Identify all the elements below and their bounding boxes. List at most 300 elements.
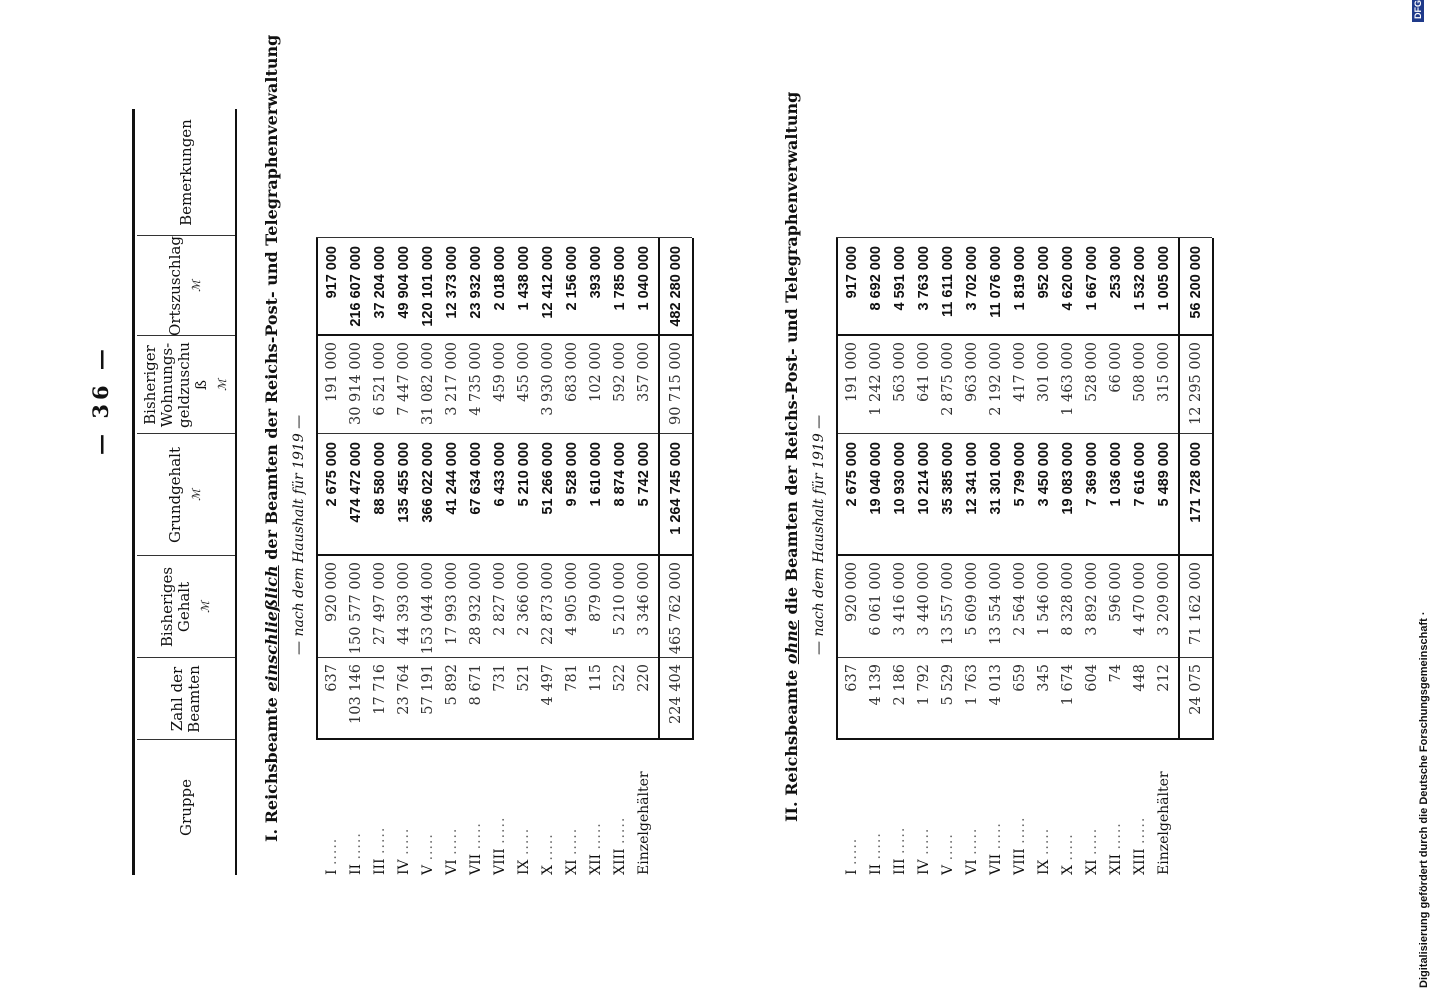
- zahl-cell: 23 764: [396, 664, 412, 715]
- column-rule: [316, 433, 692, 434]
- zahl-cell: 212: [1156, 664, 1172, 692]
- leader-dots: .....: [564, 827, 580, 856]
- group-cell: [320, 740, 344, 875]
- table-row: [440, 109, 464, 875]
- section2-table: [840, 109, 1240, 875]
- wohnungsgeldzuschuss-cell: 6 521 000: [372, 342, 388, 416]
- ortszuschlag-cell: 1 438 000: [516, 246, 532, 311]
- group-cell: [1152, 740, 1176, 875]
- total-wohnungsgeldzuschuss: 12 295 000: [1188, 342, 1204, 426]
- table-row: [1080, 109, 1104, 875]
- bisheriges-gehalt-cell: 3 346 000: [636, 562, 652, 636]
- zahl-cell: 637: [324, 664, 340, 692]
- grundgehalt-cell: 5 799 000: [1012, 442, 1028, 507]
- leader-dots: .....: [396, 827, 412, 855]
- zahl-cell: 1 792: [916, 664, 932, 706]
- wohnungsgeldzuschuss-cell: 357 000: [636, 342, 652, 402]
- table-row: [608, 109, 632, 875]
- leader-dots: .....: [420, 833, 436, 861]
- bisheriges-gehalt-cell: 1 546 000: [1036, 562, 1052, 636]
- table-row: [960, 109, 984, 875]
- table-row: [464, 109, 488, 875]
- grundgehalt-cell: 474 472 000: [348, 442, 364, 523]
- wohnungsgeldzuschuss-cell: 683 000: [564, 342, 580, 402]
- header-bottom-rule: [235, 109, 237, 875]
- grundgehalt-cell: 7 369 000: [1084, 442, 1100, 507]
- group-label: XIII: [612, 848, 628, 875]
- bisheriges-gehalt-cell: 3 892 000: [1084, 562, 1100, 636]
- table-row: [536, 109, 560, 875]
- leader-dots: .....: [1132, 816, 1148, 844]
- total-wohnungsgeldzuschuss: 90 715 000: [668, 342, 684, 426]
- ortszuschlag-cell: 3 763 000: [916, 246, 932, 311]
- grundgehalt-cell: 12 341 000: [964, 442, 980, 515]
- group-label: Einzelgehälter: [636, 771, 652, 875]
- ortszuschlag-cell: 1 005 000: [1156, 246, 1172, 311]
- group-cell: [488, 740, 512, 875]
- bisheriges-gehalt-cell: 2 564 000: [1012, 562, 1028, 636]
- zahl-cell: 2 186: [892, 664, 908, 706]
- ortszuschlag-cell: 23 932 000: [468, 246, 484, 319]
- group-label: VIII: [492, 848, 508, 875]
- ortszuschlag-cell: 393 000: [588, 246, 604, 299]
- bisheriges-gehalt-cell: 22 873 000: [540, 562, 556, 646]
- table-row: [1008, 109, 1032, 875]
- grundgehalt-cell: 5 489 000: [1156, 442, 1172, 507]
- grundgehalt-cell: 88 580 000: [372, 442, 388, 515]
- leader-dots: .....: [492, 816, 508, 844]
- table-row: [1128, 109, 1152, 875]
- zahl-cell: 4 139: [868, 664, 884, 706]
- group-cell: [512, 740, 536, 875]
- zahl-cell: 5 529: [940, 664, 956, 706]
- total-ortszuschlag: 56 200 000: [1188, 246, 1204, 319]
- group-cell: [632, 740, 656, 875]
- grundgehalt-cell: 10 930 000: [892, 442, 908, 515]
- wohnungsgeldzuschuss-cell: 30 914 000: [348, 342, 364, 426]
- header-top-rule: [132, 109, 135, 875]
- leader-dots: .....: [868, 832, 884, 860]
- wohnungsgeldzuschuss-cell: 528 000: [1084, 342, 1100, 402]
- table-row: [1056, 109, 1080, 875]
- leader-dots: .....: [588, 822, 604, 850]
- table-bottom-rule: [1212, 238, 1214, 740]
- ortszuschlag-cell: 37 204 000: [372, 246, 388, 319]
- zahl-cell: 220: [636, 664, 652, 692]
- group-label: I: [844, 869, 860, 875]
- grundgehalt-cell: 19 083 000: [1060, 442, 1076, 515]
- grundgehalt-cell: 7 616 000: [1132, 442, 1148, 507]
- table-row: [912, 109, 936, 875]
- leader-dots: .....: [892, 826, 908, 854]
- grundgehalt-cell: 10 214 000: [916, 442, 932, 515]
- ortszuschlag-cell: 917 000: [324, 246, 340, 299]
- group-cell: [840, 740, 864, 875]
- bisheriges-gehalt-cell: 3 440 000: [916, 562, 932, 636]
- leader-dots: .....: [468, 822, 484, 850]
- bisheriges-gehalt-cell: 3 209 000: [1156, 562, 1172, 636]
- group-cell: [888, 740, 912, 875]
- table-row: [488, 109, 512, 875]
- table-row: [584, 109, 608, 875]
- grundgehalt-cell: 8 874 000: [612, 442, 628, 507]
- ortszuschlag-cell: 1 819 000: [1012, 246, 1028, 311]
- header-zahl: [140, 658, 232, 740]
- table-row: [936, 109, 960, 875]
- wohnungsgeldzuschuss-cell: 508 000: [1132, 342, 1148, 402]
- bisheriges-gehalt-cell: 3 416 000: [892, 562, 908, 636]
- grundgehalt-cell: 51 266 000: [540, 442, 556, 515]
- zahl-cell: 659: [1012, 664, 1028, 692]
- group-label: XI: [1084, 859, 1100, 875]
- column-rule: [836, 433, 1212, 434]
- header-unit: ℳ: [190, 280, 203, 292]
- grundgehalt-cell: 31 301 000: [988, 442, 1004, 515]
- header-ortszuschlag-label: Ortszuschlag: [166, 236, 184, 336]
- total-row: [1184, 109, 1208, 875]
- table-row: [512, 109, 536, 875]
- group-cell: [1080, 740, 1104, 875]
- group-cell: [1008, 740, 1032, 875]
- table-top-rule: [316, 238, 318, 740]
- ortszuschlag-cell: 49 904 000: [396, 246, 412, 319]
- header-bisheriges-gehalt-label: Bisheriges Gehalt: [157, 566, 193, 648]
- group-cell: [960, 740, 984, 875]
- group-label: Einzelgehälter: [1156, 771, 1172, 875]
- table-row: [368, 109, 392, 875]
- bisheriges-gehalt-cell: 153 044 000: [420, 562, 436, 655]
- group-cell: [984, 740, 1008, 875]
- ortszuschlag-cell: 120 101 000: [420, 246, 436, 327]
- grundgehalt-cell: 67 634 000: [468, 442, 484, 515]
- leader-dots: .....: [940, 833, 956, 861]
- grundgehalt-cell: 41 244 000: [444, 442, 460, 515]
- total-row: [664, 109, 688, 875]
- wohnungsgeldzuschuss-cell: 1 242 000: [868, 342, 884, 416]
- wohnungsgeldzuschuss-cell: 2 192 000: [988, 342, 1004, 416]
- zahl-cell: 781: [564, 664, 580, 692]
- group-cell: [1128, 740, 1152, 875]
- sum-rule: [658, 238, 660, 740]
- zahl-cell: 731: [492, 664, 508, 692]
- zahl-cell: 4 497: [540, 664, 556, 706]
- header-zahl-label: Zahl der Beamten: [168, 665, 203, 733]
- leader-dots: .....: [1108, 822, 1124, 850]
- table-row: [864, 109, 888, 875]
- column-rule: [316, 657, 692, 658]
- group-label: IX: [1036, 859, 1052, 875]
- column-rule: [836, 657, 1212, 658]
- group-cell: [608, 740, 632, 875]
- table-row: [1152, 109, 1176, 875]
- bisheriges-gehalt-cell: 2 827 000: [492, 562, 508, 636]
- section1-title-emph: einschließlich: [262, 565, 281, 692]
- total-zahl: 24 075: [1188, 664, 1204, 715]
- header-wohnungsgeldzuschuss-label: Bisheriger Wohnungs-geldzuschuß: [140, 342, 210, 428]
- group-label: II: [868, 863, 884, 875]
- wohnungsgeldzuschuss-cell: 641 000: [916, 342, 932, 402]
- leader-dots: .....: [1036, 827, 1052, 856]
- total-grundgehalt: 1 264 745 000: [668, 442, 684, 535]
- bisheriges-gehalt-cell: 28 932 000: [468, 562, 484, 646]
- column-rule: [836, 237, 1212, 238]
- group-cell: [368, 740, 392, 875]
- zahl-cell: 17 716: [372, 664, 388, 715]
- ortszuschlag-cell: 11 076 000: [988, 246, 1004, 318]
- group-cell: [536, 740, 560, 875]
- dfg-logo: DFG: [1412, 0, 1424, 22]
- leader-dots: .....: [612, 816, 628, 844]
- group-label: X: [1060, 865, 1076, 875]
- bisheriges-gehalt-cell: 879 000: [588, 562, 604, 622]
- ortszuschlag-cell: 1 532 000: [1132, 246, 1148, 311]
- header-wohnungsgeldzuschuss: [140, 336, 232, 434]
- bisheriges-gehalt-cell: 4 905 000: [564, 562, 580, 636]
- grundgehalt-cell: 5 742 000: [636, 442, 652, 507]
- zahl-cell: 74: [1108, 664, 1124, 683]
- section1-subtitle: — nach dem Haushalt für 1919 —: [291, 414, 307, 655]
- leader-dots: .....: [348, 832, 364, 860]
- table-row: [392, 109, 416, 875]
- column-rule: [836, 554, 1212, 556]
- column-rule: [316, 738, 692, 740]
- grundgehalt-cell: 5 210 000: [516, 442, 532, 507]
- group-cell: [584, 740, 608, 875]
- ortszuschlag-cell: 1 667 000: [1084, 246, 1100, 311]
- group-label: V: [420, 864, 436, 875]
- ortszuschlag-cell: 253 000: [1108, 246, 1124, 299]
- grundgehalt-cell: 366 022 000: [420, 442, 436, 523]
- zahl-cell: 637: [844, 664, 860, 692]
- wohnungsgeldzuschuss-cell: 417 000: [1012, 342, 1028, 402]
- wohnungsgeldzuschuss-cell: 191 000: [324, 342, 340, 402]
- group-label: III: [372, 858, 388, 875]
- group-cell: [1032, 740, 1056, 875]
- group-cell: [440, 740, 464, 875]
- wohnungsgeldzuschuss-cell: 1 463 000: [1060, 342, 1076, 416]
- total-bisheriges-gehalt: 71 162 000: [1188, 562, 1204, 646]
- bisheriges-gehalt-cell: 5 210 000: [612, 562, 628, 636]
- table-row: [1032, 109, 1056, 875]
- group-label: XII: [588, 853, 604, 875]
- section1-table: [320, 109, 720, 875]
- group-label: X: [540, 865, 556, 875]
- zahl-cell: 4 013: [988, 664, 1004, 706]
- group-label: IV: [916, 859, 932, 875]
- group-label: VIII: [1012, 848, 1028, 875]
- column-rule: [316, 334, 692, 336]
- page-number: — 36 —: [88, 345, 113, 455]
- wohnungsgeldzuschuss-cell: 102 000: [588, 342, 604, 402]
- bisheriges-gehalt-cell: 150 577 000: [348, 562, 364, 655]
- bisheriges-gehalt-cell: 27 497 000: [372, 562, 388, 646]
- bisheriges-gehalt-cell: 2 366 000: [516, 562, 532, 636]
- group-label: XIII: [1132, 848, 1148, 875]
- total-grundgehalt: 171 728 000: [1188, 442, 1204, 523]
- group-label: II: [348, 863, 364, 875]
- grundgehalt-cell: 135 455 000: [396, 442, 412, 523]
- bisheriges-gehalt-cell: 920 000: [844, 562, 860, 622]
- bisheriges-gehalt-cell: 13 554 000: [988, 562, 1004, 646]
- header-unit: ℳ: [215, 379, 229, 391]
- wohnungsgeldzuschuss-cell: 66 000: [1108, 342, 1124, 393]
- group-label: IX: [516, 859, 532, 875]
- leader-dots: .....: [916, 827, 932, 855]
- ortszuschlag-cell: 12 373 000: [444, 246, 460, 319]
- group-cell: [560, 740, 584, 875]
- leader-dots: .....: [964, 827, 980, 855]
- leader-dots: .....: [1084, 827, 1100, 856]
- header-bemerkungen: [140, 109, 232, 236]
- ortszuschlag-cell: 216 607 000: [348, 246, 364, 327]
- table-row: [560, 109, 584, 875]
- zahl-cell: 103 146: [348, 664, 364, 724]
- header-grundgehalt: [140, 434, 232, 556]
- group-cell: [464, 740, 488, 875]
- wohnungsgeldzuschuss-cell: 301 000: [1036, 342, 1052, 402]
- ortszuschlag-cell: 1 785 000: [612, 246, 628, 311]
- wohnungsgeldzuschuss-cell: 459 000: [492, 342, 508, 402]
- group-cell: [912, 740, 936, 875]
- group-label: V: [940, 864, 956, 875]
- grundgehalt-cell: 3 450 000: [1036, 442, 1052, 507]
- header-bemerkungen-label: Bemerkungen: [176, 119, 195, 226]
- zahl-cell: 448: [1132, 664, 1148, 692]
- group-label: VI: [964, 859, 980, 875]
- table-top-rule: [836, 238, 838, 740]
- ortszuschlag-cell: 12 412 000: [540, 246, 556, 319]
- wohnungsgeldzuschuss-cell: 315 000: [1156, 342, 1172, 402]
- leader-dots: .....: [844, 837, 860, 866]
- bisheriges-gehalt-cell: 8 328 000: [1060, 562, 1076, 636]
- header-unit: ℳ: [198, 601, 212, 613]
- zahl-cell: 345: [1036, 664, 1052, 692]
- header-ortszuschlag: [140, 236, 232, 336]
- zahl-cell: 1 674: [1060, 664, 1076, 706]
- group-cell: [392, 740, 416, 875]
- bisheriges-gehalt-cell: 44 393 000: [396, 562, 412, 646]
- grundgehalt-cell: 19 040 000: [868, 442, 884, 515]
- table-row: [320, 109, 344, 875]
- grundgehalt-cell: 9 528 000: [564, 442, 580, 507]
- wohnungsgeldzuschuss-cell: 4 735 000: [468, 342, 484, 416]
- ortszuschlag-cell: 4 591 000: [892, 246, 908, 311]
- column-rule: [836, 738, 1212, 740]
- ortszuschlag-cell: 952 000: [1036, 246, 1052, 299]
- leader-dots: .....: [988, 822, 1004, 850]
- total-ortszuschlag: 482 280 000: [668, 246, 684, 327]
- section2-title-suffix: die Beamten der Reichs-Post- und Telegraphenverwaltung: [782, 91, 801, 615]
- zahl-cell: 1 763: [964, 664, 980, 706]
- section1-title-prefix: I. Reichsbeamte: [262, 697, 281, 842]
- ortszuschlag-cell: 3 702 000: [964, 246, 980, 311]
- wohnungsgeldzuschuss-cell: 563 000: [892, 342, 908, 402]
- wohnungsgeldzuschuss-cell: 191 000: [844, 342, 860, 402]
- total-zahl: 224 404: [668, 664, 684, 724]
- section1-title: [262, 35, 281, 842]
- grundgehalt-cell: 2 675 000: [324, 442, 340, 507]
- section2-title-emph: ohne: [782, 620, 801, 665]
- zahl-cell: 522: [612, 664, 628, 692]
- section2-title-prefix: II. Reichsbeamte: [782, 669, 801, 822]
- group-label: XII: [1108, 853, 1124, 875]
- bisheriges-gehalt-cell: 6 061 000: [868, 562, 884, 636]
- header-unit: ℳ: [190, 489, 203, 501]
- table-row: [840, 109, 864, 875]
- group-cell: [936, 740, 960, 875]
- grundgehalt-cell: 2 675 000: [844, 442, 860, 507]
- ortszuschlag-cell: 11 611 000: [940, 246, 956, 317]
- bisheriges-gehalt-cell: 5 609 000: [964, 562, 980, 636]
- table-row: [632, 109, 656, 875]
- column-rule: [836, 334, 1212, 336]
- group-cell: [344, 740, 368, 875]
- ortszuschlag-cell: 2 156 000: [564, 246, 580, 311]
- group-label: I: [324, 869, 340, 875]
- digitization-note: Digitalisierung gefördert durch die Deutsche Forschungsgemeinschaft ·: [1418, 611, 1430, 988]
- group-label: VII: [988, 853, 1004, 875]
- table-row: [888, 109, 912, 875]
- ortszuschlag-cell: 917 000: [844, 246, 860, 299]
- zahl-cell: 604: [1084, 664, 1100, 692]
- wohnungsgeldzuschuss-cell: 7 447 000: [396, 342, 412, 416]
- header-bisheriges-gehalt: [140, 556, 232, 658]
- wohnungsgeldzuschuss-cell: 3 930 000: [540, 342, 556, 416]
- wohnungsgeldzuschuss-cell: 592 000: [612, 342, 628, 402]
- ortszuschlag-cell: 4 620 000: [1060, 246, 1076, 311]
- ortszuschlag-cell: 1 040 000: [636, 246, 652, 311]
- wohnungsgeldzuschuss-cell: 455 000: [516, 342, 532, 402]
- wohnungsgeldzuschuss-cell: 963 000: [964, 342, 980, 402]
- leader-dots: .....: [1060, 833, 1076, 861]
- header-grundgehalt-label: Grundgehalt: [166, 447, 184, 543]
- grundgehalt-cell: 1 036 000: [1108, 442, 1124, 507]
- bisheriges-gehalt-cell: 596 000: [1108, 562, 1124, 622]
- zahl-cell: 521: [516, 664, 532, 692]
- zahl-cell: 8 671: [468, 664, 484, 706]
- column-rule: [316, 554, 692, 556]
- total-bisheriges-gehalt: 465 762 000: [668, 562, 684, 655]
- table-bottom-rule: [692, 238, 694, 740]
- grundgehalt-cell: 35 385 000: [940, 442, 956, 515]
- zahl-cell: 57 191: [420, 664, 436, 715]
- table-row: [984, 109, 1008, 875]
- header-gruppe-label: Gruppe: [176, 779, 195, 836]
- table-row: [344, 109, 368, 875]
- leader-dots: .....: [372, 826, 388, 854]
- ortszuschlag-cell: 2 018 000: [492, 246, 508, 311]
- wohnungsgeldzuschuss-cell: 2 875 000: [940, 342, 956, 416]
- group-cell: [864, 740, 888, 875]
- section2-title: [782, 92, 801, 822]
- bisheriges-gehalt-cell: 4 470 000: [1132, 562, 1148, 636]
- group-label: VII: [468, 853, 484, 875]
- group-cell: [1104, 740, 1128, 875]
- group-label: VI: [444, 859, 460, 875]
- leader-dots: .....: [540, 833, 556, 861]
- ortszuschlag-cell: 8 692 000: [868, 246, 884, 311]
- bisheriges-gehalt-cell: 17 993 000: [444, 562, 460, 646]
- group-cell: [1056, 740, 1080, 875]
- leader-dots: .....: [444, 827, 460, 855]
- header-gruppe: [140, 740, 232, 875]
- group-cell: [416, 740, 440, 875]
- leader-dots: .....: [516, 827, 532, 856]
- grundgehalt-cell: 1 610 000: [588, 442, 604, 507]
- bisheriges-gehalt-cell: 920 000: [324, 562, 340, 622]
- group-label: XI: [564, 859, 580, 875]
- grundgehalt-cell: 6 433 000: [492, 442, 508, 507]
